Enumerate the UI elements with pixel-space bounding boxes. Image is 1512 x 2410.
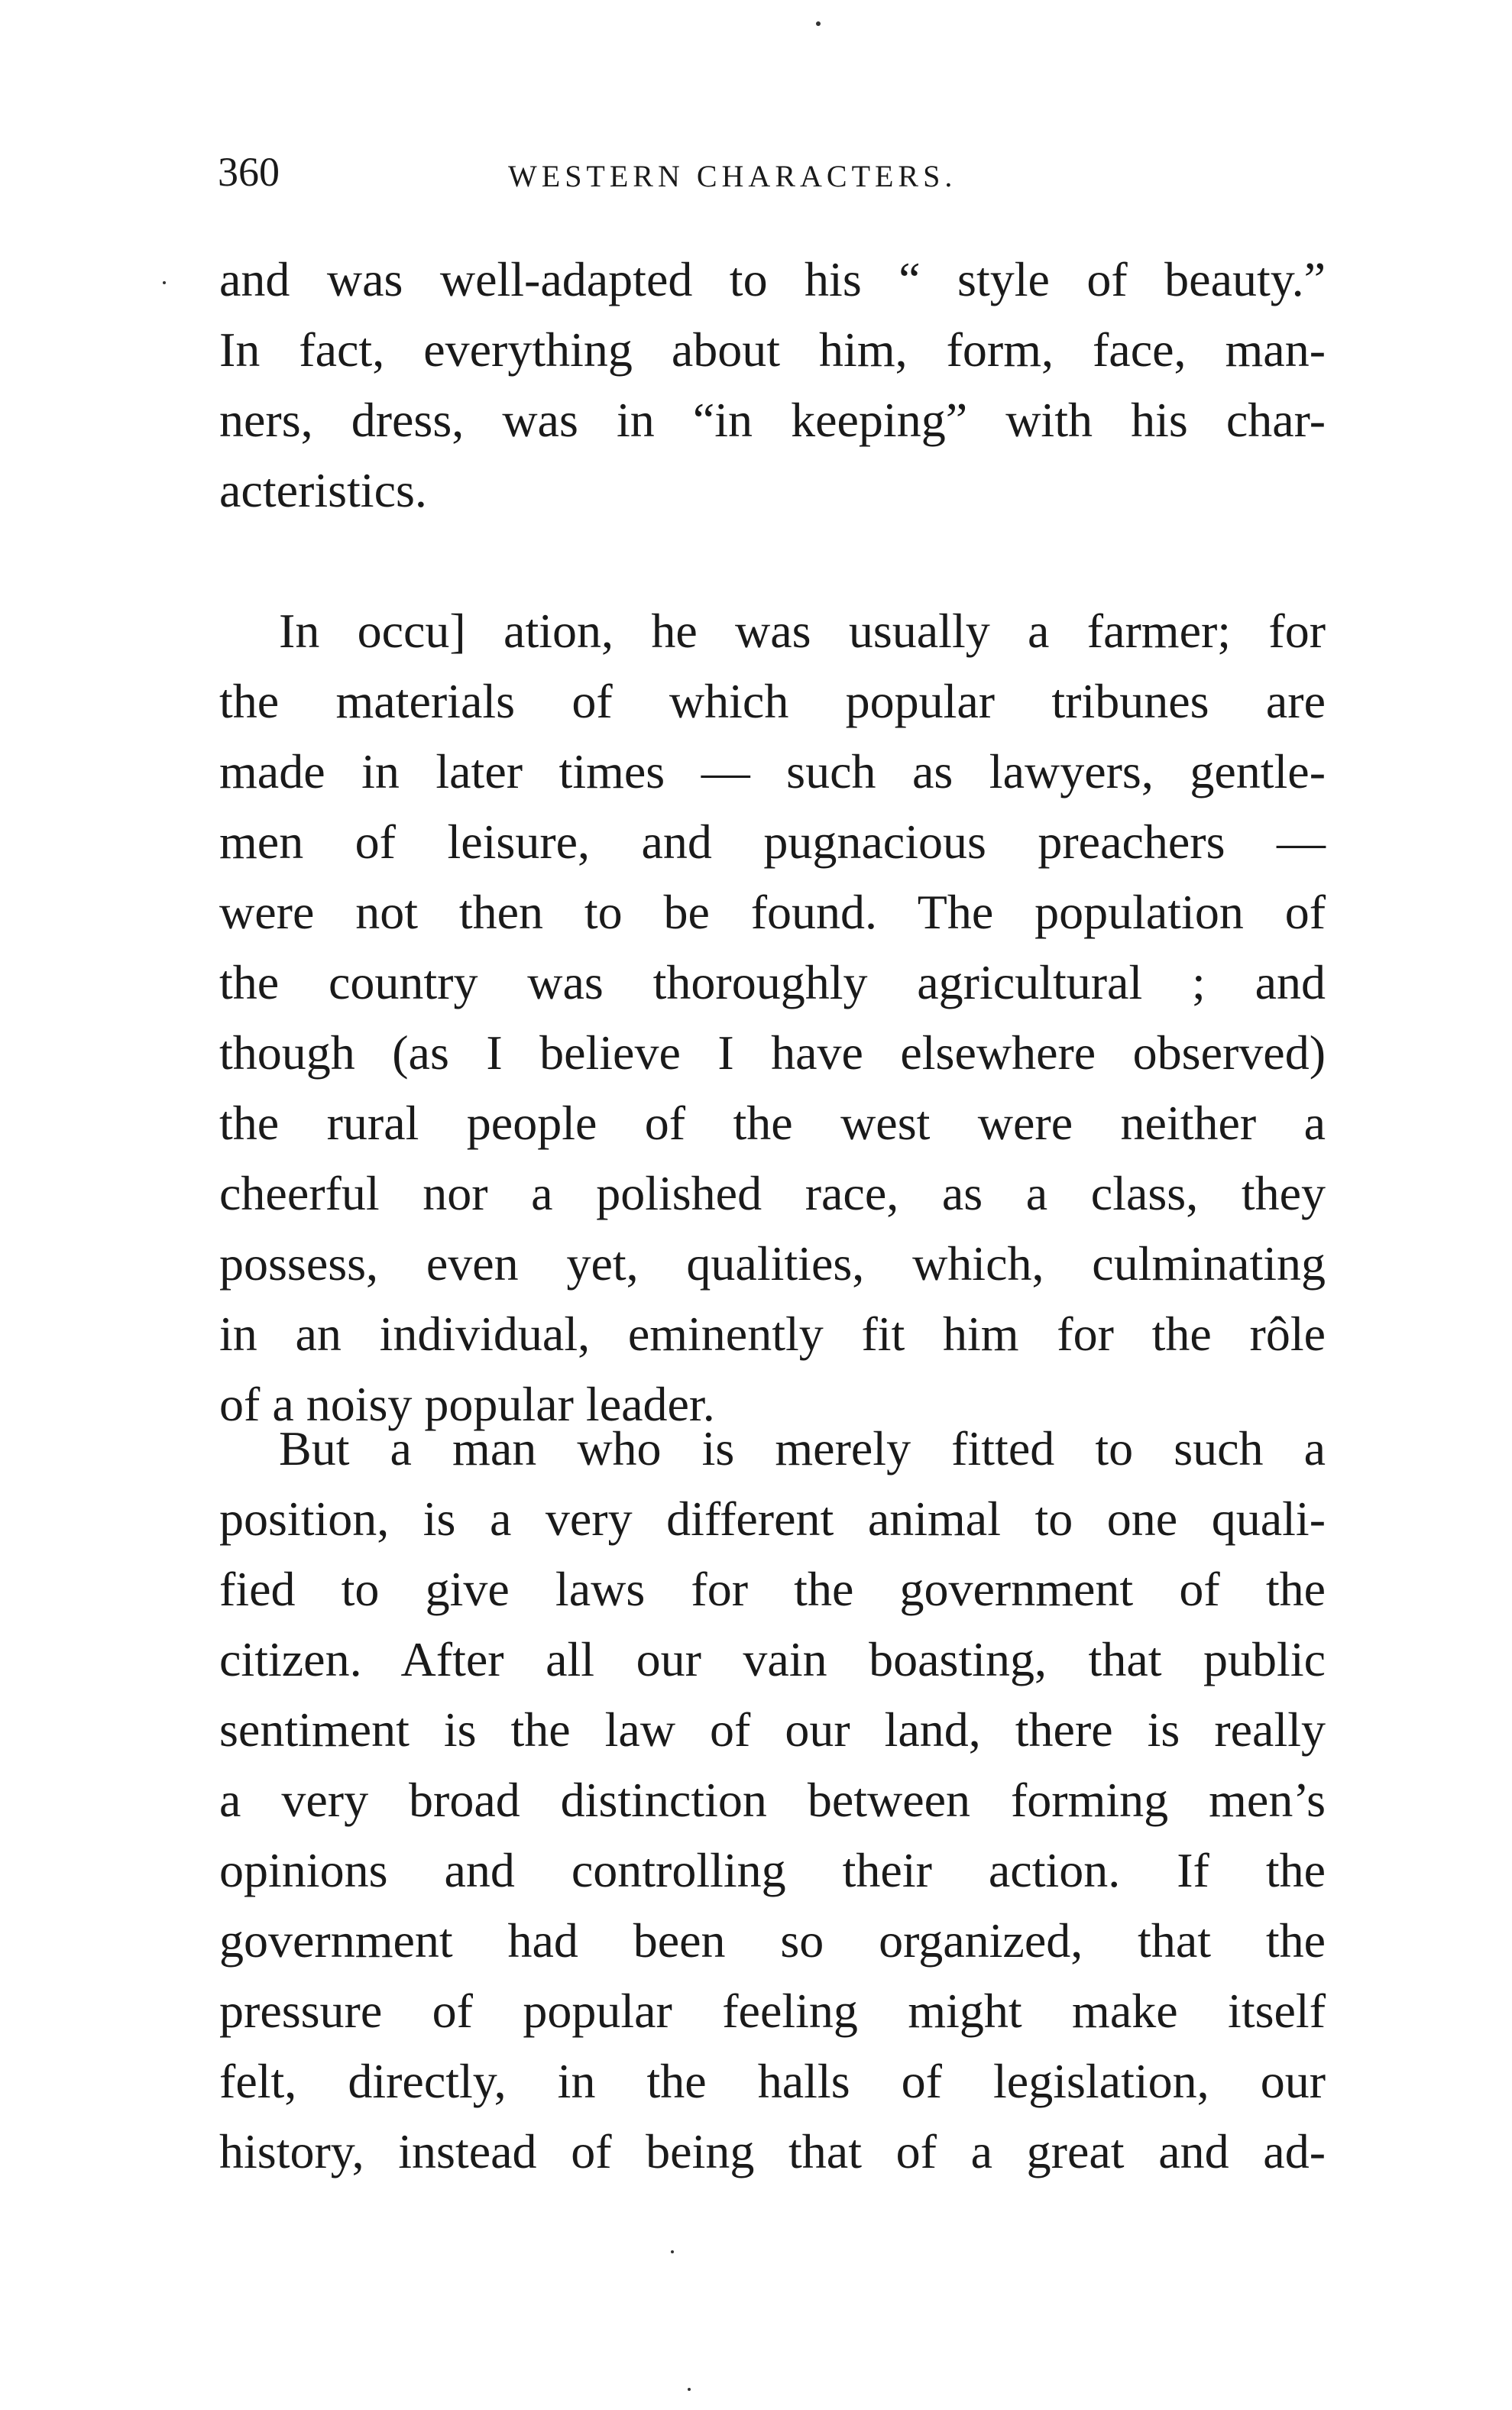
text-line: In fact, everything about him, form, face, man-	[219, 322, 1326, 377]
text-line: acteristics.	[219, 463, 427, 517]
page-header	[218, 145, 1326, 199]
print-speck	[163, 281, 166, 284]
text-line: the country was thoroughly agricultural ; and	[219, 955, 1326, 1009]
text-line: fied to give laws for the government of the	[219, 1562, 1326, 1616]
page-number: 360	[218, 149, 280, 195]
paragraph-1	[219, 245, 1326, 526]
paragraph-2	[219, 596, 1326, 1440]
text-line: government had been so organized, that the	[219, 1913, 1326, 1968]
running-title: WESTERN CHARACTERS.	[508, 159, 957, 193]
text-line: the materials of which popular tribunes are	[219, 674, 1326, 728]
text-line: felt, directly, in the halls of legislation, our	[219, 2054, 1326, 2108]
text-line: ners, dress, was in “in keeping” with his char-	[219, 393, 1326, 447]
text-line: sentiment is the law of our land, there is really	[219, 1702, 1326, 1757]
text-line: position, is a very different animal to one quali-	[219, 1492, 1326, 1546]
text-line: pressure of popular feeling might make itself	[219, 1984, 1326, 2038]
print-speck	[688, 2388, 691, 2391]
text-line: history, instead of being that of a great and ad-	[219, 2124, 1326, 2178]
paragraph-3	[219, 1414, 1326, 2187]
text-line: a very broad distinction between forming men’s	[219, 1773, 1326, 1827]
print-speck	[671, 2250, 674, 2253]
text-line: opinions and controlling their action. If the	[219, 1843, 1326, 1897]
text-line: In occu] ation, he was usually a farmer; for	[279, 604, 1326, 658]
text-line: men of leisure, and pugnacious preachers —	[219, 815, 1326, 869]
text-line: possess, even yet, qualities, which, culminating	[219, 1236, 1326, 1291]
text-line: But a man who is merely fitted to such a	[279, 1421, 1326, 1475]
text-line: citizen. After all our vain boasting, that public	[219, 1632, 1326, 1686]
text-line: the rural people of the west were neither a	[219, 1096, 1326, 1150]
text-line: made in later times — such as lawyers, gentle-	[219, 744, 1326, 798]
text-line: cheerful nor a polished race, as a class, they	[219, 1166, 1326, 1220]
text-line: and was well-adapted to his “ style of beauty.”	[219, 252, 1326, 306]
text-line: were not then to be found. The population of	[219, 885, 1326, 939]
text-line: of a noisy popular leader.	[219, 1377, 715, 1431]
text-line: though (as I believe I have elsewhere observed)	[219, 1025, 1326, 1080]
print-speck	[816, 21, 821, 26]
text-line: in an individual, eminently fit him for the rôle	[219, 1307, 1326, 1361]
